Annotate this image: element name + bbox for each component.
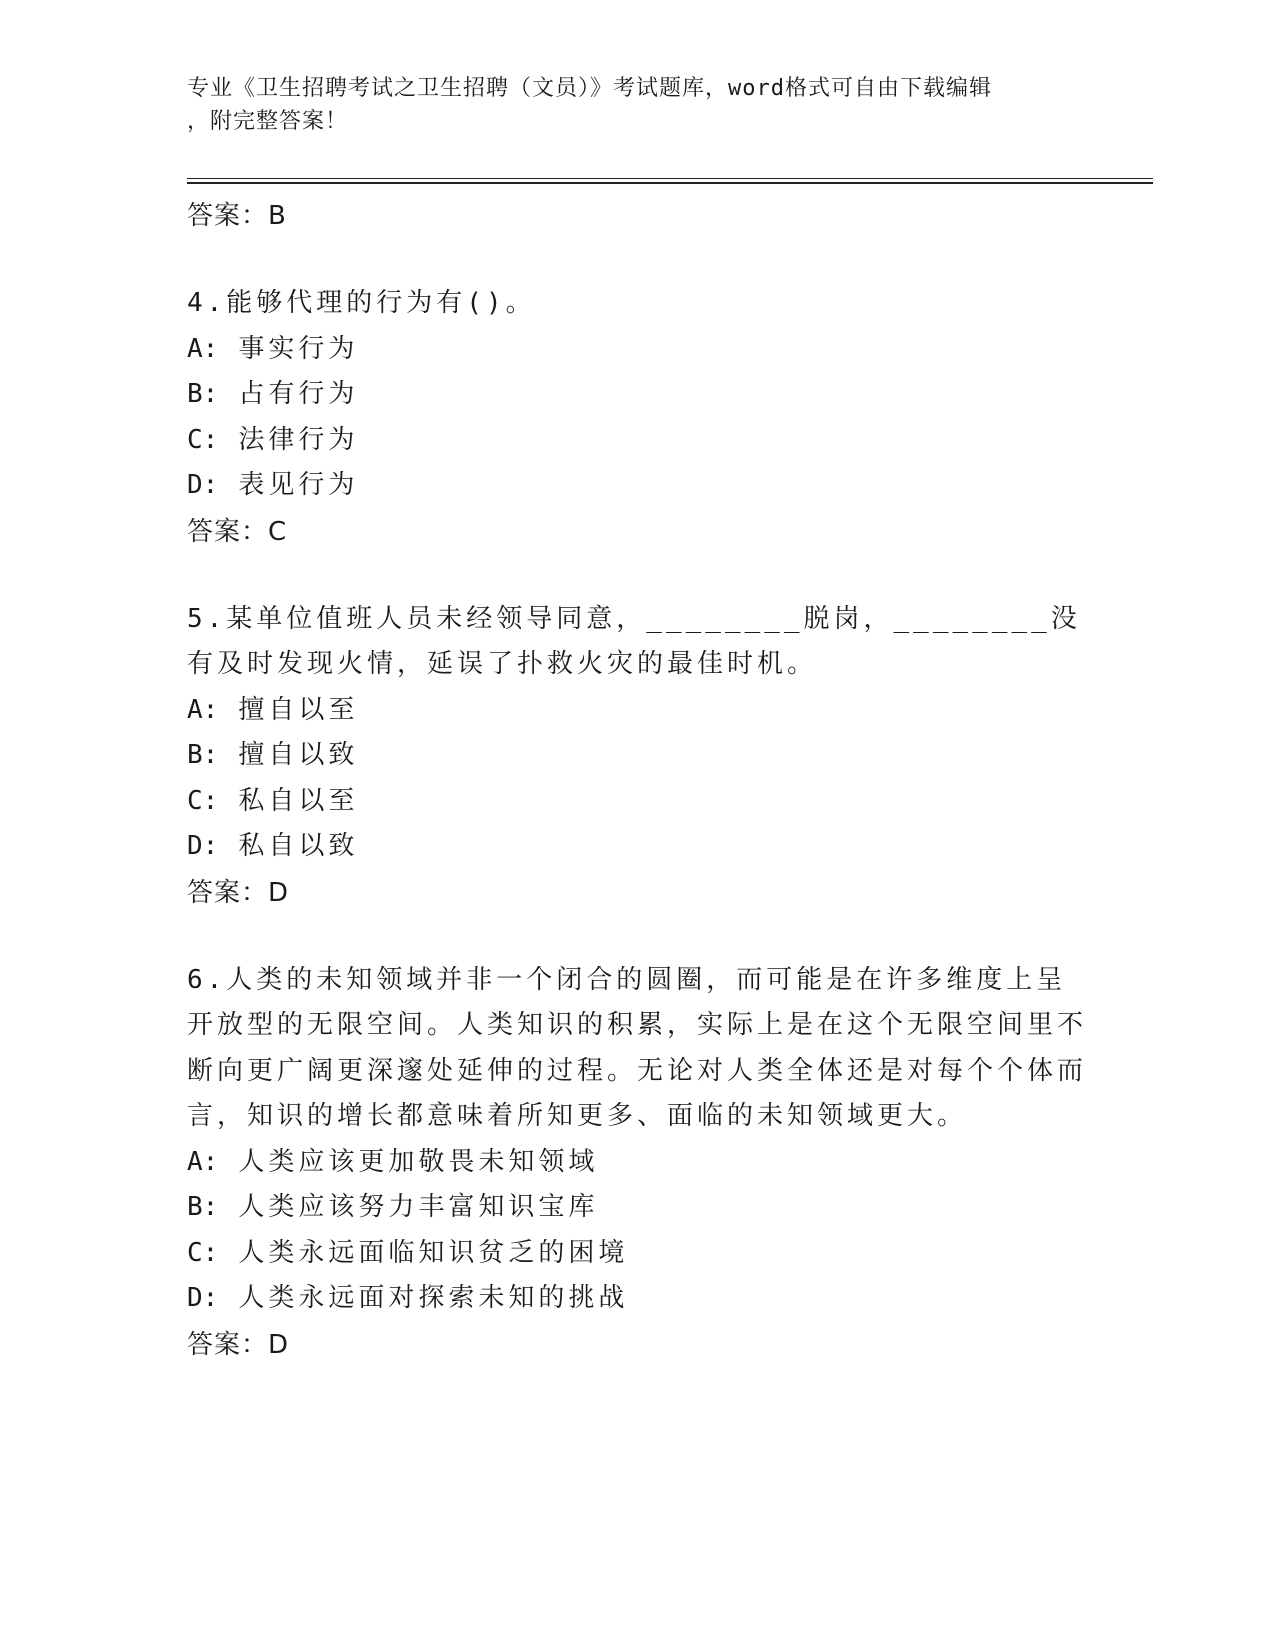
option-a [187,688,1087,734]
header-line-1: 专业《卫生招聘考试之卫生招聘（文员）》考试题库，word格式可自由下载编辑 [187,76,992,101]
question-5 [187,597,1087,916]
answer-value: D [268,1329,290,1360]
option-label: D: [187,470,219,500]
answer-prefix: 答案： [187,1329,269,1360]
option-a [187,327,1087,373]
option-label: C: [187,424,219,455]
option-a [187,1140,1087,1186]
answer-prefix: 答案： [187,201,269,231]
question-stem: 6.人类的未知领域并非一个闭合的圆圈，而可能是在许多维度上呈开放型的无限空间。人类知识的积累，实际上是在这个无限空间里不断向更广阔更深邃处延伸的过程。无论对人类全体还是对每个个体而言，知识的增长都意味着所知更多、面临的未知领域更大。 [187,964,1088,1131]
option-c [187,779,1087,825]
option-label: A: [187,1146,219,1177]
header-divider-thick [187,182,1153,184]
option-text: 占有行为 [238,379,359,409]
option-b [187,1185,1087,1231]
option-c [187,1231,1087,1277]
option-d [187,824,1087,870]
option-text: 私自以至 [238,785,359,816]
option-text: 事实行为 [238,333,359,364]
answer-value: B [268,201,287,231]
option-text: 人类永远面对探索未知的挑战 [238,1283,629,1313]
option-label: B: [187,740,219,770]
option-text: 人类永远面临知识贫乏的困境 [238,1237,629,1268]
option-text: 擅自以致 [238,740,359,770]
answer-line [187,870,1087,916]
answer-line [187,509,1087,555]
option-text: 法律行为 [238,424,359,455]
question-stem: 4.能够代理的行为有()。 [187,288,536,318]
option-label: C: [187,785,219,816]
option-label: C: [187,1237,219,1268]
option-label: A: [187,333,219,364]
header-divider-thin [187,178,1153,179]
option-text: 人类应该更加敬畏未知领域 [238,1146,599,1177]
answer-prefix: 答案： [187,516,269,547]
question-4 [187,281,1087,555]
answer-value: C [268,516,288,547]
option-d [187,1276,1087,1322]
document-body [187,193,1087,1368]
option-label: B: [187,379,219,409]
answer-prefix: 答案： [187,877,269,908]
option-b [187,733,1087,779]
option-text: 私自以致 [238,831,359,861]
option-c [187,418,1087,464]
document-header [187,72,1087,138]
answer-line [187,1322,1087,1368]
option-text: 表见行为 [238,470,359,500]
option-text: 擅自以至 [238,694,359,725]
question-6 [187,958,1087,1368]
option-b [187,372,1087,418]
option-d [187,463,1087,509]
option-text: 人类应该努力丰富知识宝库 [238,1192,599,1222]
option-label: B: [187,1192,219,1222]
answer-value: D [268,877,290,908]
question-stem: 5.某单位值班人员未经领导同意，________脱岗，________没有及时发现火情，延误了扑救火灾的最佳时机。 [187,603,1081,679]
header-line-2: ，附完整答案！ [187,109,349,134]
option-label: A: [187,694,219,725]
option-label: D: [187,831,219,861]
option-label: D: [187,1283,219,1313]
answer-line [187,193,1087,239]
